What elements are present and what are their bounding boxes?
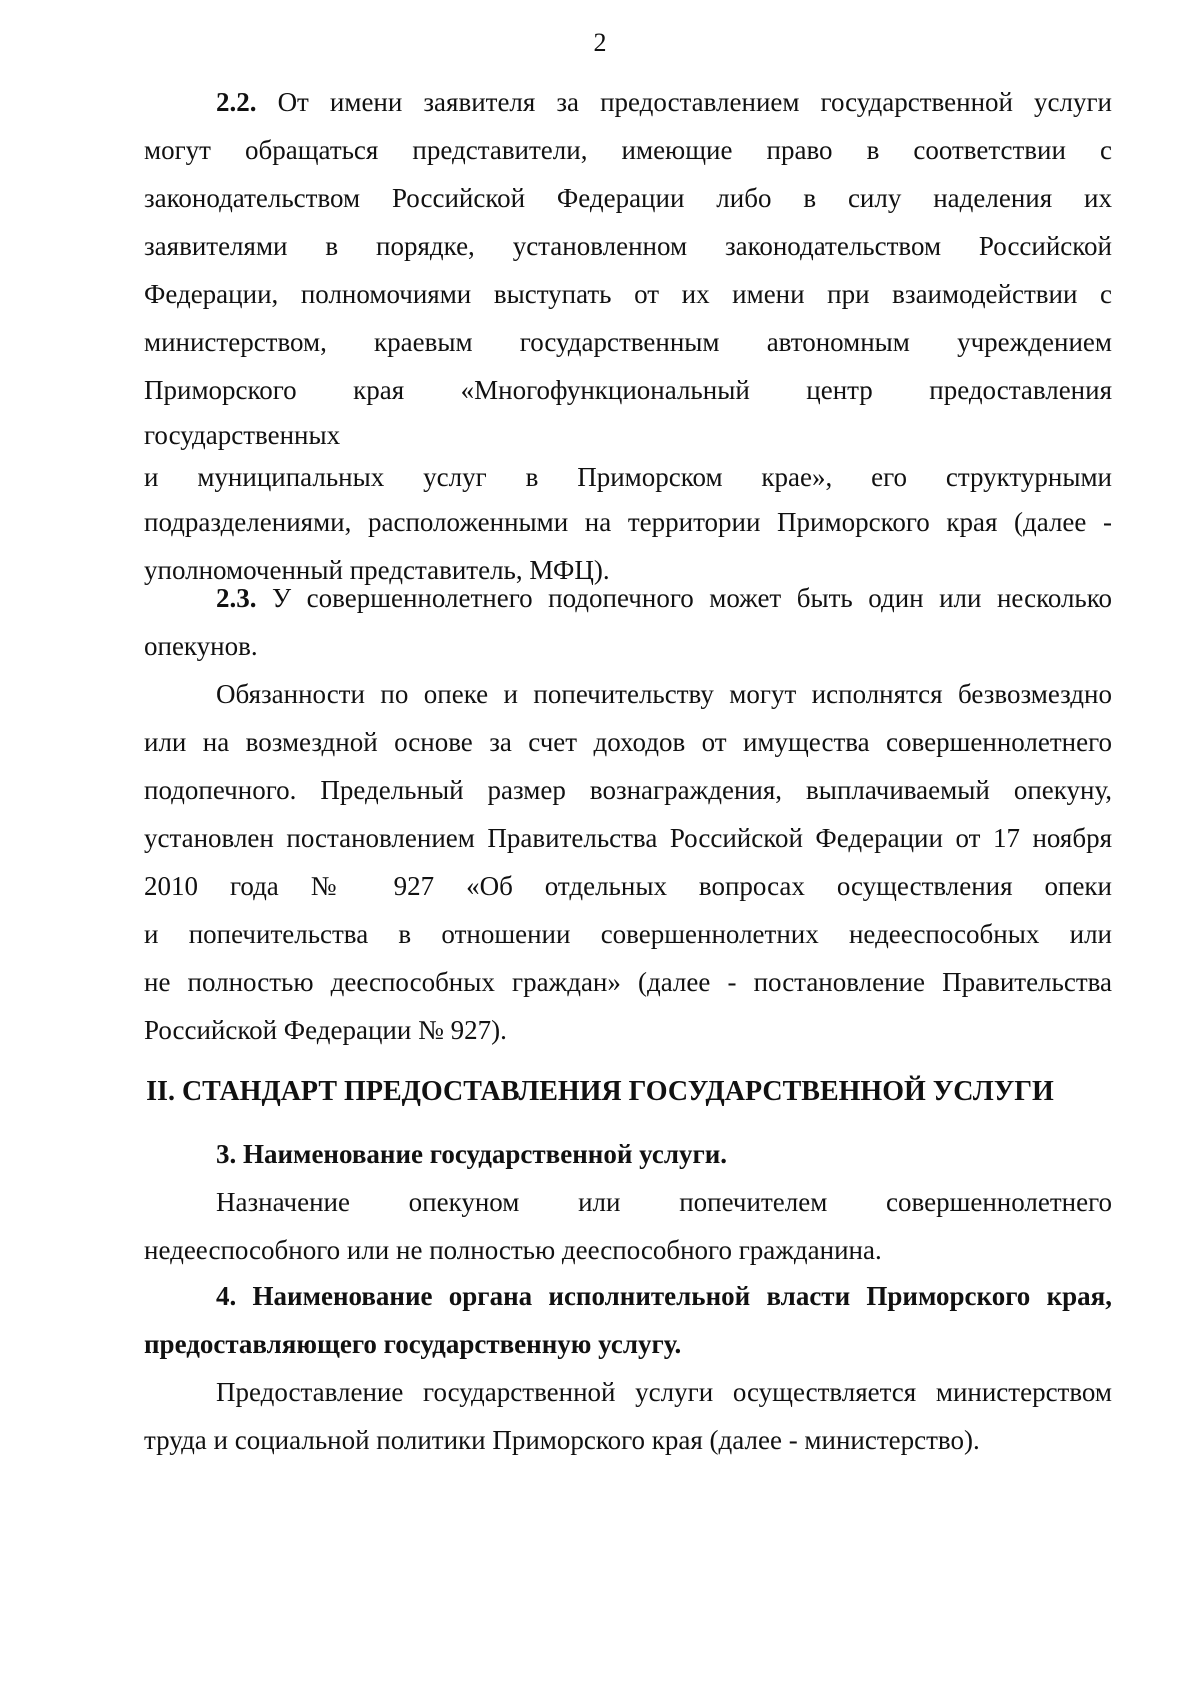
paragraph-line: установлен постановлением Правительства Российской Федерации от 17 ноября	[144, 823, 1112, 853]
paragraph-line: 2.2. От имени заявителя за предоставлением государственной услуги	[216, 87, 1113, 117]
paragraph-line: подразделениями, расположенными на территории Приморского края (далее -	[144, 507, 1112, 537]
paragraph-line: Федерации, полномочиями выступать от их имени при взаимодействии с	[144, 279, 1112, 309]
section-heading: II. СТАНДАРТ ПРЕДОСТАВЛЕНИЯ ГОСУДАРСТВЕННОЙ УСЛУГИ	[146, 1076, 1054, 1107]
paragraph-line: недееспособного или не полностью дееспособного гражданина.	[144, 1235, 882, 1265]
paragraph-s4-body	[144, 1368, 1112, 1464]
section-4	[144, 1272, 1112, 1368]
paragraph-line: государственных	[144, 420, 341, 450]
paragraph-line: законодательством Российской Федерации либо в силу наделения их	[144, 183, 1112, 213]
paragraph-line: Обязанности по опеке и попечительству могут исполнятся безвозмездно	[216, 679, 1112, 709]
paragraph-line: и попечительства в отношении совершеннолетних недееспособных или	[144, 919, 1112, 949]
paragraph-line: уполномоченный представитель, МФЦ).	[144, 555, 610, 585]
paragraph-number: 2.2.	[216, 87, 257, 117]
page-number: 2	[593, 28, 607, 57]
paragraph-line: подопечного. Предельный размер вознаграждения, выплачиваемый опекуну,	[144, 775, 1112, 805]
paragraph-number: 2.3.	[216, 583, 257, 613]
paragraph-2-2	[144, 78, 1112, 594]
paragraph-line: министерством, краевым государственным автономным учреждением	[144, 327, 1112, 357]
paragraph-duties	[144, 670, 1112, 1054]
paragraph-line: могут обращаться представители, имеющие право в соответствии с	[144, 135, 1112, 165]
paragraph-line: 2.3. У совершеннолетнего подопечного может быть один или несколько	[216, 583, 1112, 613]
paragraph-line: заявителями в порядке, установленном законодательством Российской	[144, 231, 1112, 261]
subsection-heading: 3. Наименование государственной услуги.	[216, 1139, 728, 1169]
paragraph-line: или на возмездной основе за счет доходов от имущества совершеннолетнего	[144, 727, 1112, 757]
subsection-heading: 4. Наименование органа исполнительной власти Приморского края,	[216, 1281, 1112, 1311]
section-3	[144, 1130, 1112, 1274]
paragraph-line: Назначение опекуном или попечителем совершеннолетнего	[216, 1187, 1112, 1217]
paragraph-line: Предоставление государственной услуги осуществляется министерством	[216, 1377, 1112, 1407]
paragraph-line: Приморского края «Многофункциональный центр предоставления	[144, 375, 1112, 405]
subsection-heading: предоставляющего государственную услугу.	[144, 1329, 682, 1359]
paragraph-line: труда и социальной политики Приморского края (далее - министерство).	[144, 1425, 980, 1455]
paragraph-line: не полностью дееспособных граждан» (далее - постановление Правительства	[144, 967, 1112, 997]
paragraph-line: Российской Федерации № 927).	[144, 1015, 507, 1045]
paragraph-line: 2010 года № 927 «Об отдельных вопросах осуществления опеки	[144, 871, 1112, 901]
paragraph-line: опекунов.	[144, 631, 258, 661]
paragraph-line: и муниципальных услуг в Приморском крае», его структурными	[144, 462, 1112, 492]
paragraph-2-3	[144, 574, 1112, 670]
